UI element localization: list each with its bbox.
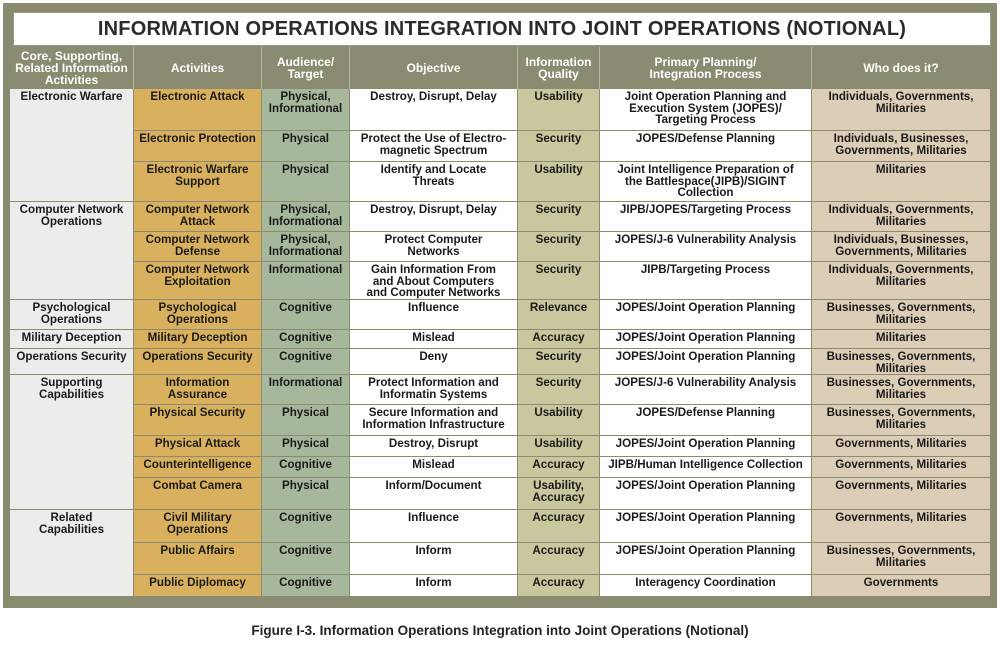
core-activity-cell: Operations Security — [10, 349, 134, 375]
table-row — [10, 202, 990, 232]
planning-process-cell: JOPES/Joint Operation Planning — [600, 436, 812, 457]
audience-cell: Cognitive — [262, 457, 350, 478]
planning-process-cell: JOPES/J-6 Vulnerability Analysis — [600, 232, 812, 262]
core-activity-cell: Psychological Operations — [10, 300, 134, 330]
quality-cell: Security — [518, 202, 600, 232]
who-does-it-cell: Governments — [812, 575, 990, 597]
objective-cell: Protect Information and Informatin Systems — [350, 375, 518, 405]
audience-cell: Cognitive — [262, 349, 350, 375]
objective-cell: Influence — [350, 300, 518, 330]
audience-cell: Physical — [262, 405, 350, 436]
planning-process-cell: JOPES/Joint Operation Planning — [600, 349, 812, 375]
audience-cell: Physical, Informational — [262, 232, 350, 262]
audience-cell: Cognitive — [262, 575, 350, 597]
header-who-does-it: Who does it? — [812, 47, 990, 89]
planning-process-cell: JOPES/Joint Operation Planning — [600, 330, 812, 349]
quality-cell: Accuracy — [518, 510, 600, 543]
planning-process-cell: Interagency Coordination — [600, 575, 812, 597]
objective-cell: Inform — [350, 575, 518, 597]
table-row — [10, 330, 990, 349]
who-does-it-cell: Individuals, Governments, Militaries — [812, 202, 990, 232]
who-does-it-cell: Governments, Militaries — [812, 457, 990, 478]
objective-cell: Destroy, Disrupt — [350, 436, 518, 457]
activity-cell: Counterintelligence — [134, 457, 262, 478]
who-does-it-cell: Militaries — [812, 162, 990, 202]
planning-process-cell: JOPES/Joint Operation Planning — [600, 300, 812, 330]
table-row — [10, 262, 990, 300]
planning-process-cell: JOPES/Joint Operation Planning — [600, 510, 812, 543]
figure-title: INFORMATION OPERATIONS INTEGRATION INTO JOINT OPERATIONS (NOTIONAL) — [13, 12, 991, 46]
objective-cell: Influence — [350, 510, 518, 543]
audience-cell: Cognitive — [262, 300, 350, 330]
header-planning-process: Primary Planning/ Integration Process — [600, 47, 812, 89]
table-row — [10, 349, 990, 375]
audience-cell: Physical — [262, 478, 350, 510]
table-header-row — [10, 47, 990, 89]
planning-process-cell: JOPES/J-6 Vulnerability Analysis — [600, 375, 812, 405]
core-activity-cell: Supporting Capabilities — [10, 375, 134, 510]
quality-cell: Usability, Accuracy — [518, 478, 600, 510]
quality-cell: Accuracy — [518, 543, 600, 575]
who-does-it-cell: Militaries — [812, 330, 990, 349]
objective-cell: Inform/Document — [350, 478, 518, 510]
activity-cell: Physical Security — [134, 405, 262, 436]
who-does-it-cell: Governments, Militaries — [812, 436, 990, 457]
activity-cell: Physical Attack — [134, 436, 262, 457]
activity-cell: Military Deception — [134, 330, 262, 349]
planning-process-cell: JOPES/Defense Planning — [600, 131, 812, 162]
table-row — [10, 436, 990, 457]
objective-cell: Mislead — [350, 330, 518, 349]
activity-cell: Computer Network Defense — [134, 232, 262, 262]
core-activity-cell: Computer Network Operations — [10, 202, 134, 300]
quality-cell: Accuracy — [518, 330, 600, 349]
quality-cell: Accuracy — [518, 575, 600, 597]
audience-cell: Physical — [262, 162, 350, 202]
header-activities: Activities — [134, 47, 262, 89]
activity-cell: Operations Security — [134, 349, 262, 375]
planning-process-cell: JIPB/Human Intelligence Collection — [600, 457, 812, 478]
quality-cell: Accuracy — [518, 457, 600, 478]
who-does-it-cell: Businesses, Governments, Militaries — [812, 375, 990, 405]
objective-cell: Destroy, Disrupt, Delay — [350, 89, 518, 131]
activity-cell: Combat Camera — [134, 478, 262, 510]
audience-cell: Informational — [262, 375, 350, 405]
io-integration-table — [10, 47, 990, 597]
planning-process-cell: JIPB/Targeting Process — [600, 262, 812, 300]
objective-cell: Gain Information From and About Computers and Computer Networks — [350, 262, 518, 300]
who-does-it-cell: Individuals, Governments, Militaries — [812, 262, 990, 300]
table-row — [10, 510, 990, 543]
quality-cell: Security — [518, 349, 600, 375]
header-core-activities: Core, Supporting, Related Information Activities — [10, 47, 134, 89]
activity-cell: Information Assurance — [134, 375, 262, 405]
table-row — [10, 543, 990, 575]
audience-cell: Physical — [262, 436, 350, 457]
header-audience-target: Audience/ Target — [262, 47, 350, 89]
audience-cell: Cognitive — [262, 543, 350, 575]
audience-cell: Physical — [262, 131, 350, 162]
who-does-it-cell: Individuals, Businesses, Governments, Militaries — [812, 131, 990, 162]
table-row — [10, 457, 990, 478]
objective-cell: Mislead — [350, 457, 518, 478]
who-does-it-cell: Businesses, Governments, Militaries — [812, 543, 990, 575]
quality-cell: Usability — [518, 436, 600, 457]
objective-cell: Inform — [350, 543, 518, 575]
table-row — [10, 232, 990, 262]
activity-cell: Electronic Attack — [134, 89, 262, 131]
quality-cell: Security — [518, 232, 600, 262]
activity-cell: Computer Network Attack — [134, 202, 262, 232]
activity-cell: Civil Military Operations — [134, 510, 262, 543]
who-does-it-cell: Governments, Militaries — [812, 510, 990, 543]
quality-cell: Relevance — [518, 300, 600, 330]
objective-cell: Protect Computer Networks — [350, 232, 518, 262]
activity-cell: Computer Network Exploitation — [134, 262, 262, 300]
who-does-it-cell: Businesses, Governments, Militaries — [812, 405, 990, 436]
objective-cell: Secure Information and Information Infrastructure — [350, 405, 518, 436]
quality-cell: Security — [518, 262, 600, 300]
audience-cell: Cognitive — [262, 510, 350, 543]
planning-process-cell: JOPES/Joint Operation Planning — [600, 478, 812, 510]
planning-process-cell: JOPES/Defense Planning — [600, 405, 812, 436]
figure-caption: Figure I-3. Information Operations Integration into Joint Operations (Notional) — [251, 623, 749, 638]
quality-cell: Security — [518, 131, 600, 162]
activity-cell: Electronic Warfare Support — [134, 162, 262, 202]
table-row — [10, 405, 990, 436]
header-information-quality: Information Quality — [518, 47, 600, 89]
table-row — [10, 375, 990, 405]
table-row — [10, 300, 990, 330]
table-body — [10, 89, 990, 597]
audience-cell: Physical, Informational — [262, 202, 350, 232]
table-row — [10, 131, 990, 162]
planning-process-cell: JOPES/Joint Operation Planning — [600, 543, 812, 575]
core-activity-cell: Related Capabilities — [10, 510, 134, 597]
objective-cell: Deny — [350, 349, 518, 375]
quality-cell: Usability — [518, 405, 600, 436]
audience-cell: Informational — [262, 262, 350, 300]
activity-cell: Electronic Protection — [134, 131, 262, 162]
planning-process-cell: Joint Intelligence Preparation of the Battlespace(JIPB)/SIGINT Collection — [600, 162, 812, 202]
header-objective: Objective — [350, 47, 518, 89]
objective-cell: Destroy, Disrupt, Delay — [350, 202, 518, 232]
quality-cell: Security — [518, 375, 600, 405]
objective-cell: Protect the Use of Electro- magnetic Spectrum — [350, 131, 518, 162]
who-does-it-cell: Businesses, Governments, Militaries — [812, 349, 990, 375]
quality-cell: Usability — [518, 162, 600, 202]
quality-cell: Usability — [518, 89, 600, 131]
who-does-it-cell: Individuals, Governments, Militaries — [812, 89, 990, 131]
who-does-it-cell: Governments, Militaries — [812, 478, 990, 510]
planning-process-cell: Joint Operation Planning and Execution System (JOPES)/ Targeting Process — [600, 89, 812, 131]
audience-cell: Cognitive — [262, 330, 350, 349]
activity-cell: Psychological Operations — [134, 300, 262, 330]
core-activity-cell: Electronic Warfare — [10, 89, 134, 202]
audience-cell: Physical, Informational — [262, 89, 350, 131]
activity-cell: Public Affairs — [134, 543, 262, 575]
who-does-it-cell: Individuals, Businesses, Governments, Militaries — [812, 232, 990, 262]
table-row — [10, 478, 990, 510]
table-row — [10, 575, 990, 597]
table-row — [10, 89, 990, 131]
table-row — [10, 162, 990, 202]
who-does-it-cell: Businesses, Governments, Militaries — [812, 300, 990, 330]
core-activity-cell: Military Deception — [10, 330, 134, 349]
activity-cell: Public Diplomacy — [134, 575, 262, 597]
objective-cell: Identify and Locate Threats — [350, 162, 518, 202]
planning-process-cell: JIPB/JOPES/Targeting Process — [600, 202, 812, 232]
